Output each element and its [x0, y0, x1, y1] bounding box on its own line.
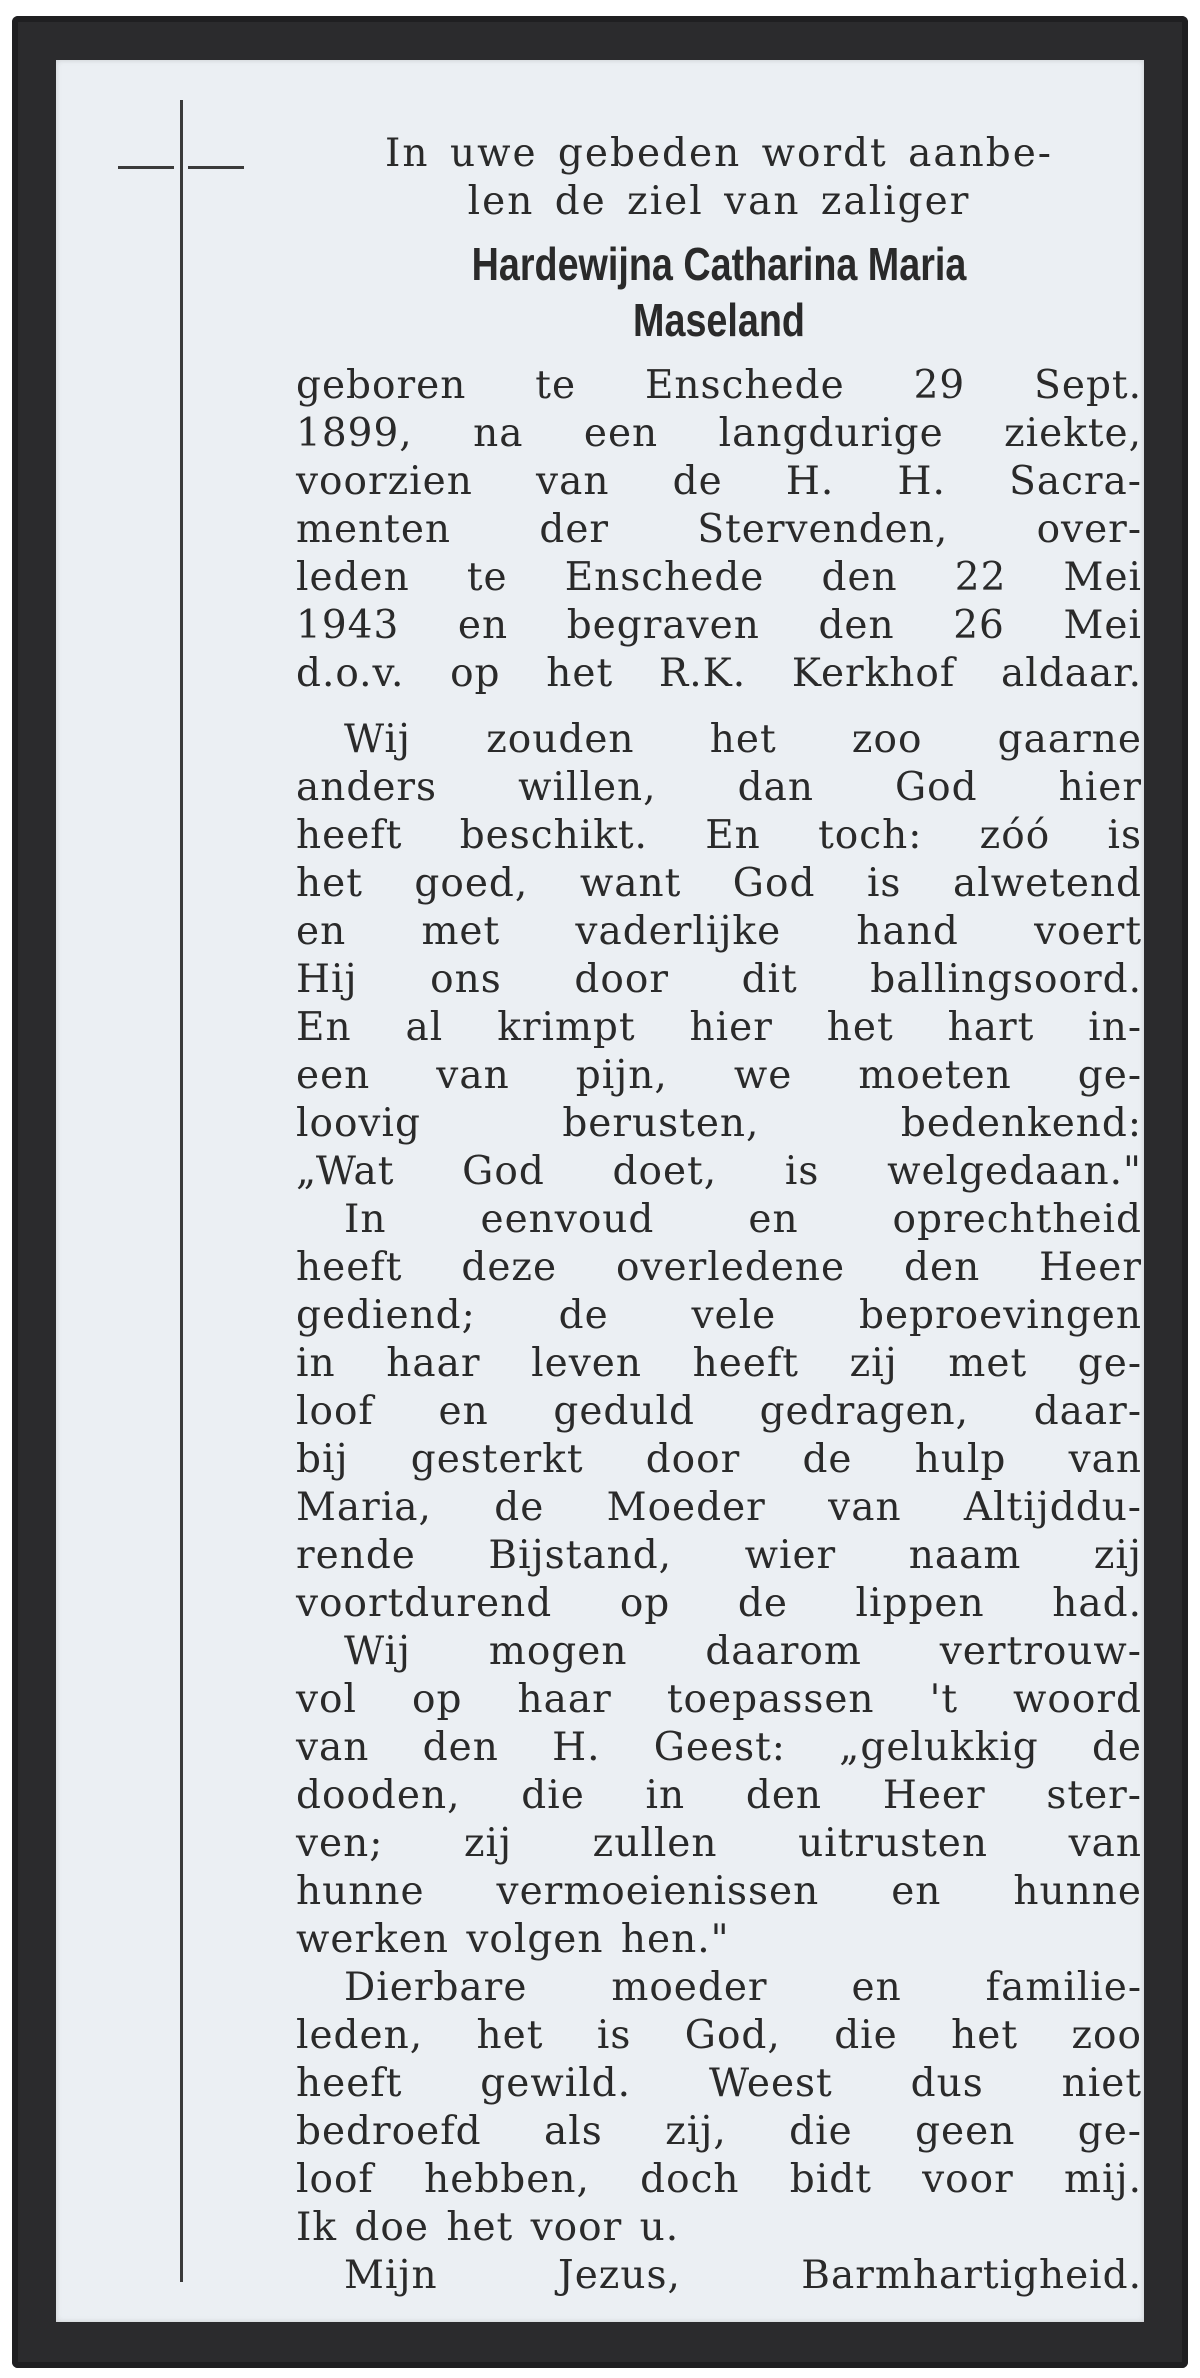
margin-dash-left — [118, 166, 174, 169]
text-line: loovig berusten, bedenkend: — [296, 1101, 1142, 1146]
text-line: loof hebben, doch bidt voor mij. — [296, 2157, 1142, 2202]
text-line: gediend; de vele beproevingen — [296, 1293, 1142, 1338]
text-line: voortdurend op de lippen had. — [296, 1581, 1142, 1626]
memorial-card — [12, 16, 1188, 2368]
text-line: leden te Enschede den 22 Mei — [296, 555, 1142, 600]
text-line: heeft gewild. Weest dus niet — [296, 2061, 1142, 2106]
text-line: hunne vermoeienissen en hunne — [296, 1869, 1142, 1914]
paragraph-farewell — [296, 1964, 1142, 2300]
text-line: in haar leven heeft zij met ge- — [296, 1341, 1142, 1386]
intro-line: len de ziel van zaliger — [467, 179, 971, 224]
text-line: bedroefd als zij, die geen ge- — [296, 2109, 1142, 2154]
paragraph-birth-death — [296, 362, 1142, 698]
card-text — [296, 130, 1142, 2300]
prayer-line: Mijn Jezus, Barmhartigheid. — [344, 2253, 1142, 2298]
text-line: heeft beschikt. En toch: zóó is — [296, 813, 1142, 858]
text-line: „Wat God doet, is welgedaan." — [296, 1149, 1142, 1194]
text-line: In eenvoud en oprechtheid — [344, 1197, 1142, 1242]
text-line: geboren te Enschede 29 Sept. — [296, 363, 1142, 408]
name-line: Hardewijna Catharina Maria — [471, 238, 967, 290]
text-line: het goed, want God is alwetend — [296, 861, 1142, 906]
card-paper — [56, 60, 1144, 2322]
text-line: werken volgen hen." — [296, 1917, 730, 1962]
text-line: bij gesterkt door de hulp van — [296, 1437, 1142, 1482]
text-line: van den H. Geest: „gelukkig de — [296, 1725, 1142, 1770]
text-line: En al krimpt hier het hart in- — [296, 1005, 1142, 1050]
text-line: menten der Stervenden, over- — [296, 507, 1142, 552]
text-line: Dierbare moeder en familie- — [344, 1965, 1142, 2010]
text-line: een van pijn, we moeten ge- — [296, 1053, 1142, 1098]
paragraph-scripture — [296, 1628, 1142, 1964]
text-line: d.o.v. op het R.K. Kerkhof aldaar. — [296, 651, 1142, 696]
text-line: heeft deze overledene den Heer — [296, 1245, 1142, 1290]
text-line: rende Bijstand, wier naam zij — [296, 1533, 1142, 1578]
text-line: Hij ons door dit ballingsoord. — [296, 957, 1142, 1002]
text-line: 1899, na een langdurige ziekte, — [296, 411, 1142, 456]
margin-rule — [180, 100, 183, 2282]
text-line: vol op haar toepassen 't woord — [296, 1677, 1142, 1722]
text-line: Wij mogen daarom vertrouw- — [344, 1629, 1142, 1674]
text-line: dooden, die in den Heer ster- — [296, 1773, 1142, 1818]
text-line: anders willen, dan God hier — [296, 765, 1142, 810]
name-line: Maseland — [633, 294, 805, 346]
text-line: loof en geduld gedragen, daar- — [296, 1389, 1142, 1434]
text-line: voorzien van de H. H. Sacra- — [296, 459, 1142, 504]
paragraph-faith — [296, 716, 1142, 1196]
intro-text — [296, 130, 1142, 226]
text-line: Wij zouden het zoo gaarne — [344, 717, 1142, 762]
paragraph-life — [296, 1196, 1142, 1628]
text-line: ven; zij zullen uitrusten van — [296, 1821, 1142, 1866]
text-line: 1943 en begraven den 26 Mei — [296, 603, 1142, 648]
intro-line: In uwe gebeden wordt aanbe- — [385, 131, 1053, 176]
deceased-name — [372, 236, 1066, 348]
margin-dash-right — [188, 166, 244, 169]
text-line: en met vaderlijke hand voert — [296, 909, 1142, 954]
text-line: Ik doe het voor u. — [296, 2205, 680, 2250]
text-line: leden, het is God, die het zoo — [296, 2013, 1142, 2058]
text-line: Maria, de Moeder van Altijddu- — [296, 1485, 1142, 1530]
